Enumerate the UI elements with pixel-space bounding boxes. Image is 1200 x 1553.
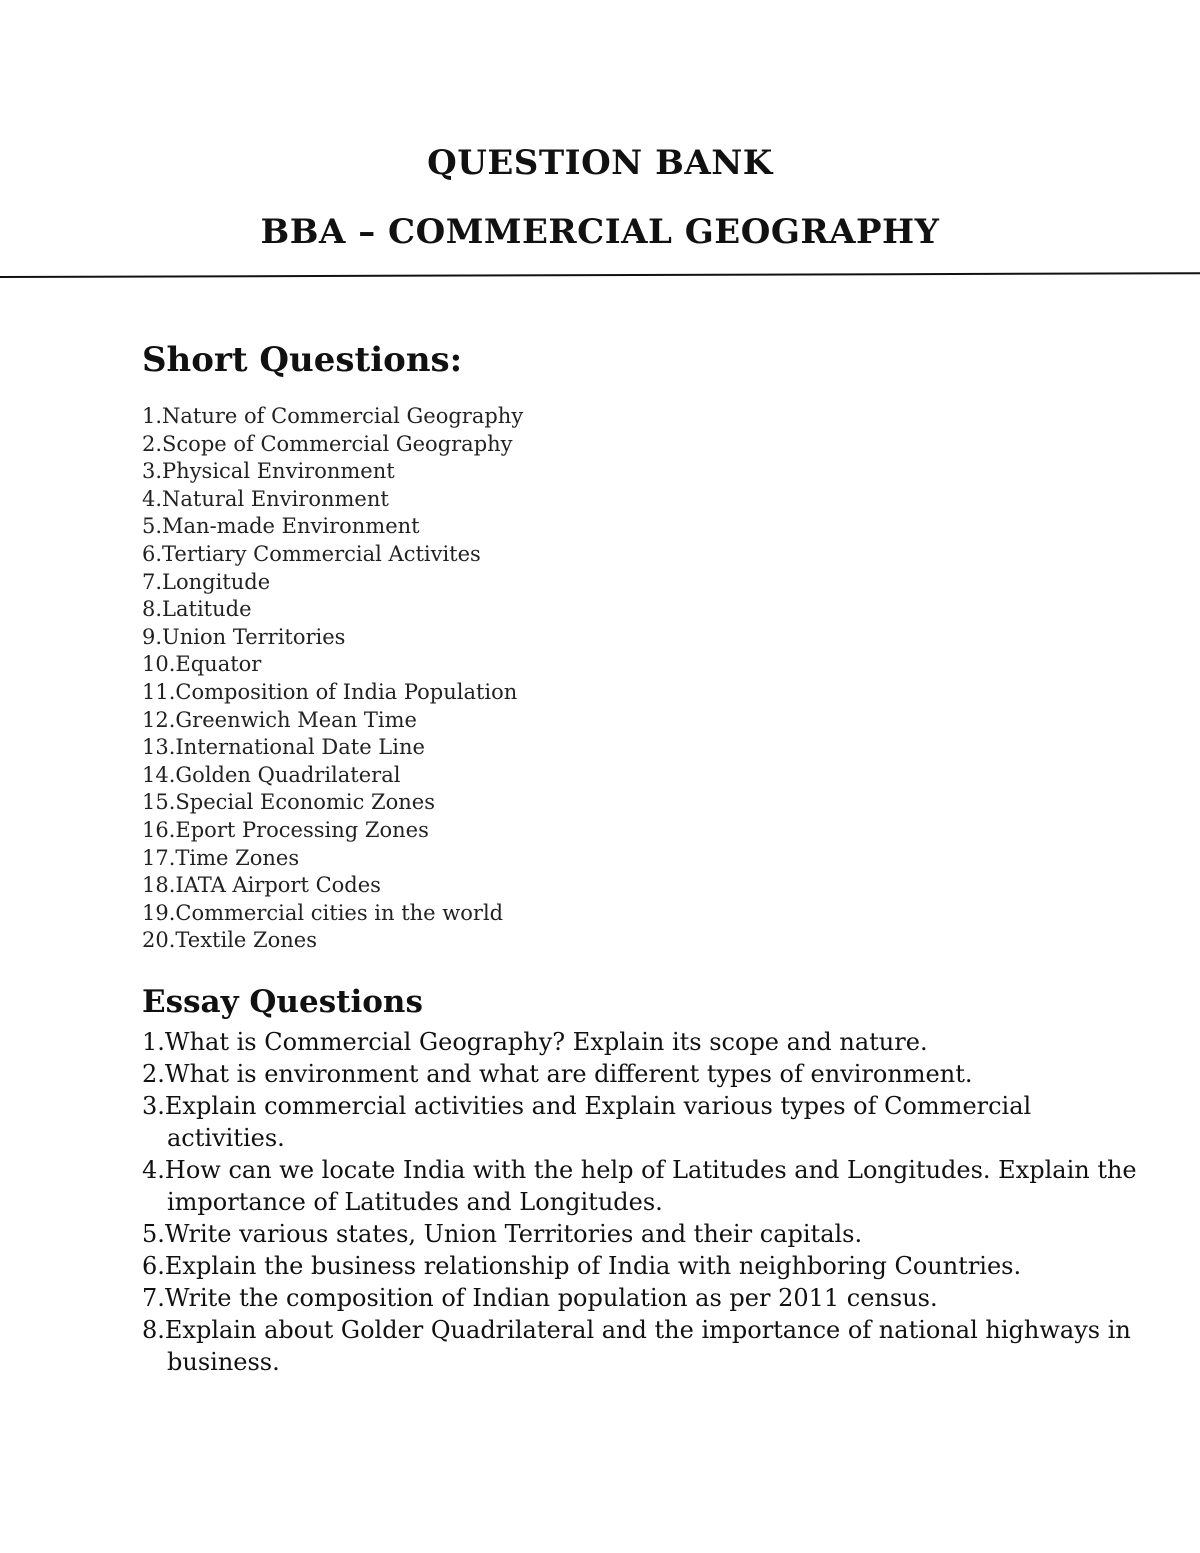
short-question-item: 20.Textile Zones xyxy=(142,928,317,953)
short-question-item: 19.Commercial cities in the world xyxy=(142,900,504,925)
essay-question-item: 6.Explain the business relationship of India with neighboring Countries. xyxy=(142,1252,1022,1280)
essay-question-item: 4.How can we locate India with the help of Latitudes and Longitudes. Explain the importance of Latitudes and Longitudes. xyxy=(142,1156,1137,1216)
short-question-item: 3.Physical Environment xyxy=(142,459,395,484)
short-question-item: 11.Composition of India Population xyxy=(142,679,518,704)
short-question-item: 15.Special Economic Zones xyxy=(142,790,435,815)
short-question-item: 2.Scope of Commercial Geography xyxy=(142,431,513,456)
essay-questions-list xyxy=(142,1026,1142,1378)
short-question-item: 8.Latitude xyxy=(142,597,252,622)
essay-question-item: 1.What is Commercial Geography? Explain its scope and nature. xyxy=(142,1028,928,1056)
short-question-item: 9.Union Territories xyxy=(142,624,346,649)
short-question-item: 1.Nature of Commercial Geography xyxy=(142,404,524,428)
short-question-item: 10.Equator xyxy=(142,652,262,677)
short-question-item: 14.Golden Quadrilateral xyxy=(142,762,401,787)
short-questions-list xyxy=(142,403,523,955)
essay-question-item: 8.Explain about Golder Quadrilateral and the importance of national highways in business. xyxy=(142,1316,1131,1376)
document-subtitle: BBA – COMMERCIAL GEOGRAPHY xyxy=(260,212,940,252)
short-questions-heading: Short Questions: xyxy=(142,340,463,380)
short-question-item: 16.Eport Processing Zones xyxy=(142,817,429,842)
essay-question-item: 2.What is environment and what are different types of environment. xyxy=(142,1060,973,1088)
short-question-item: 5.Man-made Environment xyxy=(142,514,420,539)
essay-question-item: 5.Write various states, Union Territories and their capitals. xyxy=(142,1220,863,1248)
short-question-item: 18.IATA Airport Codes xyxy=(142,873,381,898)
short-question-item: 7.Longitude xyxy=(142,569,271,594)
essay-question-item: 3.Explain commercial activities and Explain various types of Commercial activities. xyxy=(142,1092,1032,1152)
header-divider xyxy=(0,272,1200,278)
essay-questions-heading: Essay Questions xyxy=(142,984,423,1020)
short-question-item: 17.Time Zones xyxy=(142,845,300,870)
essay-question-item: 7.Write the composition of Indian population as per 2011 census. xyxy=(142,1284,938,1312)
short-question-item: 12.Greenwich Mean Time xyxy=(142,707,417,732)
short-question-item: 13.International Date Line xyxy=(142,735,425,760)
short-question-item: 6.Tertiary Commercial Activites xyxy=(142,541,481,566)
document-title: QUESTION BANK xyxy=(427,143,773,183)
short-question-item: 4.Natural Environment xyxy=(142,486,389,511)
